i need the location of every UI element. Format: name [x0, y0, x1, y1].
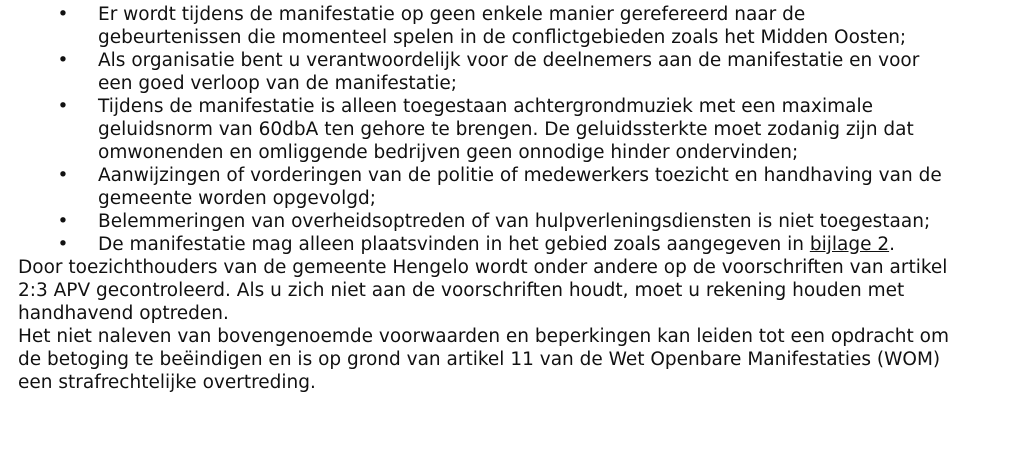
list-item [18, 49, 1018, 95]
paragraph-line: Het niet naleven van bovengenoemde voorwaarden en beperkingen kan leiden tot een opdracht om [18, 326, 949, 347]
paragraph-line: een strafrechtelijke overtreding. [18, 372, 316, 393]
list-item-suffix: . [889, 234, 895, 255]
list-item-line: omwonenden en omliggende bedrijven geen onnodige hinder ondervinden; [98, 142, 799, 163]
list-item-line: een goed verloop van de manifestatie; [98, 73, 458, 94]
enforcement-paragraph [18, 256, 1018, 325]
list-item-line: Er wordt tijdens de manifestatie op geen enkele manier gerefereerd naar de [98, 4, 806, 25]
list-item [18, 95, 1018, 164]
list-item-line: gebeurtenissen die momenteel spelen in de conflictgebieden zoals het Midden Oosten; [98, 27, 907, 48]
bijlage-link[interactable]: bijlage 2 [809, 234, 890, 255]
list-item-line: geluidsnorm van 60dbA ten gehore te brengen. De geluidssterkte moet zodanig zijn dat [98, 119, 914, 140]
conditions-list [18, 3, 1018, 256]
list-item-line: Aanwijzingen of vorderingen van de politie of medewerkers toezicht en handhaving van de [98, 165, 942, 186]
list-item [18, 164, 1018, 210]
bullet-icon: • [57, 4, 69, 25]
bullet-icon: • [57, 165, 69, 186]
penalty-paragraph [18, 325, 1018, 394]
list-item [18, 233, 1018, 256]
list-item-line: gemeente worden opgevolgd; [98, 188, 376, 209]
paragraph-line: handhavend optreden. [18, 303, 229, 324]
list-item [18, 210, 1018, 233]
list-item-line: Als organisatie bent u verantwoordelijk voor de deelnemers aan de manifestatie en voor [98, 50, 920, 71]
paragraph-line: Door toezichthouders van de gemeente Hengelo wordt onder andere op de voorschriften van artikel [18, 257, 948, 278]
list-item-line: Belemmeringen van overheidsoptreden of van hulpverleningsdiensten is niet toegestaan; [98, 211, 931, 232]
bullet-icon: • [57, 50, 69, 71]
paragraph-line: 2:3 APV gecontroleerd. Als u zich niet aan de voorschriften houdt, moet u rekening houden met [18, 280, 905, 301]
list-item-line: Tijdens de manifestatie is alleen toegestaan achtergrondmuziek met een maximale [98, 96, 873, 117]
list-item-text: De manifestatie mag alleen plaatsvinden in het gebied zoals aangegeven in [98, 234, 810, 255]
list-item [18, 3, 1018, 49]
bullet-icon: • [57, 234, 69, 255]
bullet-icon: • [57, 96, 69, 117]
document-body [18, 3, 1018, 394]
paragraph-line: de betoging te beëindigen en is op grond van artikel 11 van de Wet Openbare Manifestaties (WOM) [18, 349, 941, 370]
bullet-icon: • [57, 211, 69, 232]
